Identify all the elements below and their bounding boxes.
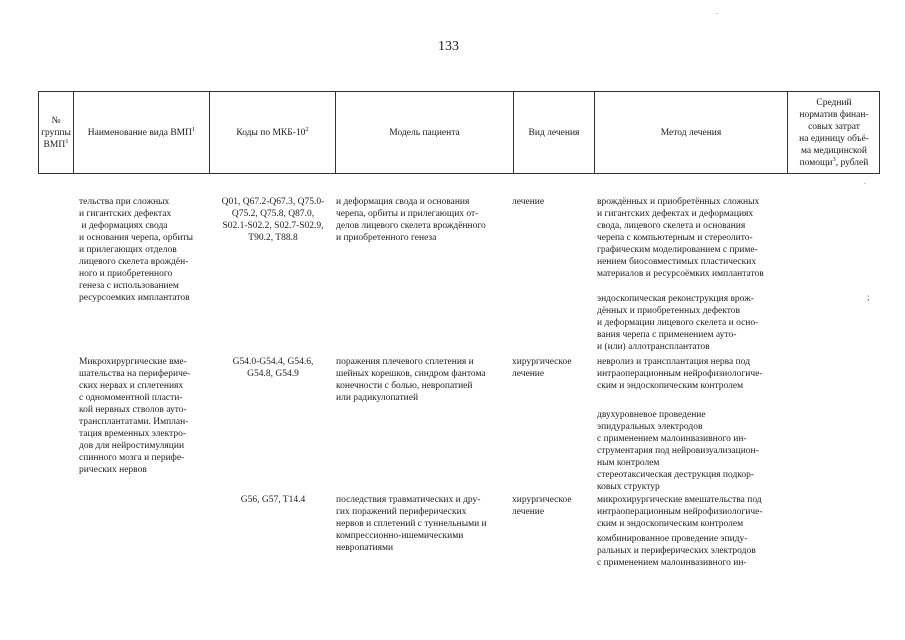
row2-treatment-type: хирургическое лечение [512,357,572,379]
row1-patient-model: и деформация свода и основания черепа, орбиты и прилегающих от- делов лицевого скелета врождённого и приобретенного генеза [336,197,486,243]
row2-patient-model: поражения плечевого сплетения и шейных корешков, синдром фантома конечности с болью, невропатией или радикулопатией [336,357,486,403]
row3-patient-model: последствия травматических и дру- гих поражений периферических нервов и сплетений с туннельными и компрессионно-ишемическими невропатиями [336,495,487,553]
row1-icd-codes: Q01, Q67.2-Q67.3, Q75.0- Q75.2, Q75.8, Q87.0, S02.1-S02.2, S02.7-S02.9, T90.2, T88.8 [221,197,325,243]
header-vmp-type: Наименование вида ВМП$^1$ [87,125,196,138]
row1-treatment-type: лечение [512,197,545,207]
page-number: 133 [438,39,459,54]
scan-mark: . [864,178,866,186]
row2-method-3: стереотаксическая деструкция подкор- ковых структур [597,470,755,492]
row2-method-1: невролиз и трансплантация нерва под интраоперационным нейрофизиологиче- ским и эндоскопическим контролем [597,357,763,391]
header-icd-codes: Коды по МКБ-$10^2$ [236,125,309,138]
row3-icd-codes: G56, G57, T14.4 [240,495,306,505]
row2-icd-codes: G54.0-G54.4, G54.6, G54.8, G54.9 [232,357,314,379]
row2-vmp-name: Микрохирургические вме- шательства на перифериче- ских нервах и сплетениях с одномоментной пласти- кой нервных стволов ауто- трансплантатами. Имплан- тация временных электро- дов для нейростимуляции спинного мозга и перифе- рических нервов [79,357,191,475]
row3-method-1: микрохирургические вмешательства под интраоперационным нейрофизиологиче- ским и эндоскопическим контролем [597,495,763,529]
header-treatment-type: Вид лечения [528,127,580,138]
scan-mark: . [716,8,718,16]
row3-treatment-type: хирургическое лечение [512,495,572,517]
row2-method-2: двухуровневое проведение эпидуральных электродов с применением малоинвазивного ин- струментария под нейровизуализацион- ным контролем [597,410,759,468]
row1-method-1: врождённых и приобретённых сложных и гигантских дефектах и деформациях свода, лицевого скелета и основания черепа с компьютерным и стереолито- графическим моделированием с приме- нением биосовместимых пластических материалов и ресурсоёмких имплантатов [597,197,764,279]
header-patient-model: Модель пациента [389,127,460,138]
header-group-number: № группы ВМП$^1$ [41,115,71,150]
scan-mark: ; [867,292,870,302]
header-treatment-method: Метод лечения [660,127,722,138]
table-header [38,91,880,174]
row3-method-2: комбинированное проведение эпиду- ральных и периферических электродов с применением малоинвазивного ин- [597,534,756,568]
row1-vmp-name: тельства при сложных и гигантских дефектах и деформациях свода и основания черепа, орбиты и прилегающих отделов лицевого скелета врождён- ного и приобретенного генеза с использованием ресурсоемких имплантатов [79,197,193,303]
header-cost-norm: Средний норматив финан- совых затрат на единицу объё- ма медицинской помощи$^3$, рублей [799,97,869,168]
row1-method-2: эндоскопическая реконструкция врож- дённых и приобретенных дефектов и деформации лицевого скелета и осно- вания черепа с применением ауто- и (или) аллотрансплантатов [597,294,759,352]
